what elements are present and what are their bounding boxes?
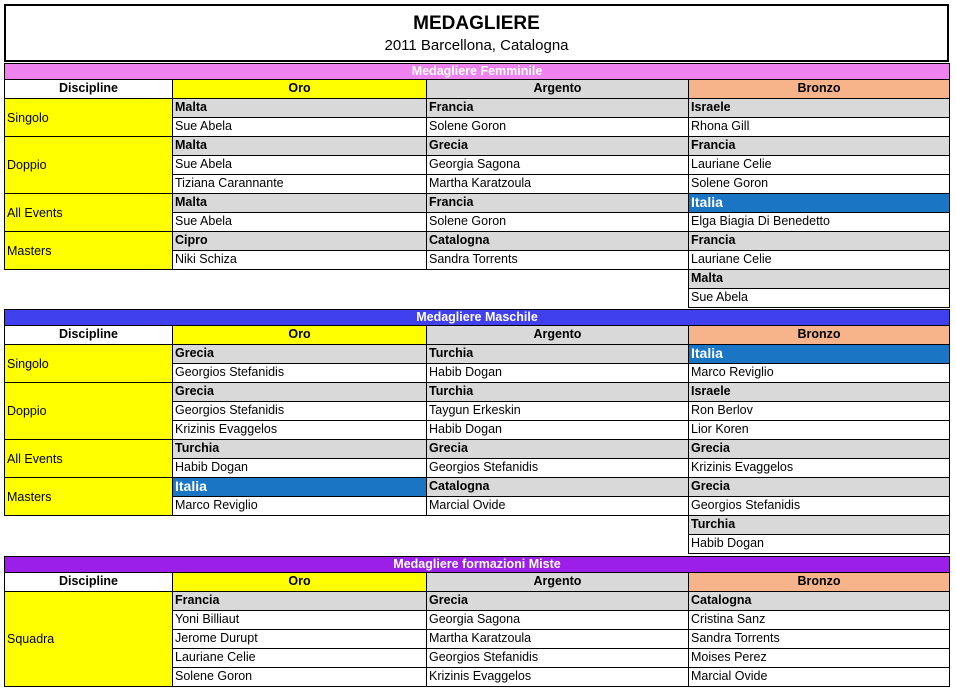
- column-header-argento: Argento: [426, 325, 689, 345]
- argento-athlete: Taygun Erkeskin: [426, 401, 689, 421]
- bronzo-athlete: Elga Biagia Di Benedetto: [688, 212, 950, 232]
- bronzo-athlete: Rhona Gill: [688, 117, 950, 137]
- bronzo-athlete: Marco Reviglio: [688, 363, 950, 383]
- oro-athlete: Georgios Stefanidis: [172, 401, 427, 421]
- document-subtitle: 2011 Barcellona, Catalogna: [384, 37, 569, 54]
- bronzo-athlete: Ron Berlov: [688, 401, 950, 421]
- oro-country: Malta: [172, 98, 427, 118]
- bronzo-country: Grecia: [688, 477, 950, 497]
- bronzo-athlete: Lauriane Celie: [688, 250, 950, 270]
- bronzo-country: Francia: [688, 231, 950, 251]
- oro-athlete: Niki Schiza: [172, 250, 427, 270]
- column-header-bronzo: Bronzo: [688, 325, 950, 345]
- argento-athlete: Georgios Stefanidis: [426, 648, 689, 668]
- argento-athlete: Sandra Torrents: [426, 250, 689, 270]
- argento-athlete: Solene Goron: [426, 212, 689, 232]
- column-header-discipline: Discipline: [4, 79, 173, 99]
- discipline-label: All Events: [4, 193, 173, 232]
- bronzo-athlete: Sandra Torrents: [688, 629, 950, 649]
- oro-country: Cipro: [172, 231, 427, 251]
- bronzo-athlete: Cristina Sanz: [688, 610, 950, 630]
- bronzo-country: Grecia: [688, 439, 950, 459]
- discipline-label: Doppio: [4, 136, 173, 194]
- oro-athlete: Sue Abela: [172, 117, 427, 137]
- oro-country: Italia: [172, 477, 427, 497]
- column-header-discipline: Discipline: [4, 325, 173, 345]
- oro-athlete: Sue Abela: [172, 212, 427, 232]
- argento-country: Francia: [426, 98, 689, 118]
- discipline-label: All Events: [4, 439, 173, 478]
- oro-country: Grecia: [172, 344, 427, 364]
- bronzo-country: Italia: [688, 344, 950, 364]
- discipline-label: Doppio: [4, 382, 173, 440]
- argento-athlete: Georgios Stefanidis: [426, 458, 689, 478]
- argento-country: Grecia: [426, 136, 689, 156]
- argento-country: Grecia: [426, 439, 689, 459]
- argento-country: Catalogna: [426, 231, 689, 251]
- oro-athlete: Yoni Billiaut: [172, 610, 427, 630]
- oro-country: Malta: [172, 193, 427, 213]
- oro-athlete: Krizinis Evaggelos: [172, 420, 427, 440]
- bronzo-athlete: Solene Goron: [688, 174, 950, 194]
- column-header-argento: Argento: [426, 572, 689, 592]
- bronzo-athlete: Moises Perez: [688, 648, 950, 668]
- argento-athlete: Krizinis Evaggelos: [426, 667, 689, 687]
- column-header-oro: Oro: [172, 572, 427, 592]
- bronzo-country: Catalogna: [688, 591, 950, 611]
- bronzo-athlete: Habib Dogan: [688, 534, 950, 554]
- argento-athlete: Habib Dogan: [426, 420, 689, 440]
- discipline-label: Singolo: [4, 98, 173, 137]
- oro-athlete: Georgios Stefanidis: [172, 363, 427, 383]
- argento-country: Turchia: [426, 382, 689, 402]
- bronzo-country: Israele: [688, 382, 950, 402]
- oro-athlete: Solene Goron: [172, 667, 427, 687]
- argento-athlete: Georgia Sagona: [426, 610, 689, 630]
- discipline-label: Masters: [4, 477, 173, 516]
- discipline-label: Squadra: [4, 591, 173, 687]
- bronzo-country: Malta: [688, 269, 950, 289]
- oro-athlete: Sue Abela: [172, 155, 427, 175]
- oro-country: Francia: [172, 591, 427, 611]
- discipline-label: Singolo: [4, 344, 173, 383]
- bronzo-athlete: Marcial Ovide: [688, 667, 950, 687]
- section-title: Medagliere Maschile: [4, 309, 950, 326]
- bronzo-country: Francia: [688, 136, 950, 156]
- argento-country: Catalogna: [426, 477, 689, 497]
- argento-athlete: Martha Karatzoula: [426, 629, 689, 649]
- oro-athlete: Habib Dogan: [172, 458, 427, 478]
- column-header-oro: Oro: [172, 79, 427, 99]
- oro-country: Grecia: [172, 382, 427, 402]
- oro-athlete: Lauriane Celie: [172, 648, 427, 668]
- argento-country: Francia: [426, 193, 689, 213]
- column-header-bronzo: Bronzo: [688, 572, 950, 592]
- bronzo-country: Italia: [688, 193, 950, 213]
- column-header-oro: Oro: [172, 325, 427, 345]
- bronzo-athlete: Krizinis Evaggelos: [688, 458, 950, 478]
- argento-athlete: Habib Dogan: [426, 363, 689, 383]
- document-title: MEDAGLIERE: [413, 13, 540, 34]
- oro-athlete: Tiziana Carannante: [172, 174, 427, 194]
- bronzo-athlete: Georgios Stefanidis: [688, 496, 950, 516]
- column-header-discipline: Discipline: [4, 572, 173, 592]
- oro-athlete: Marco Reviglio: [172, 496, 427, 516]
- bronzo-athlete: Lior Koren: [688, 420, 950, 440]
- bronzo-country: Turchia: [688, 515, 950, 535]
- section-title: Medagliere Femminile: [4, 63, 950, 80]
- discipline-label: Masters: [4, 231, 173, 270]
- argento-country: Turchia: [426, 344, 689, 364]
- bronzo-athlete: Lauriane Celie: [688, 155, 950, 175]
- bronzo-country: Israele: [688, 98, 950, 118]
- argento-athlete: Marcial Ovide: [426, 496, 689, 516]
- argento-athlete: Martha Karatzoula: [426, 174, 689, 194]
- oro-country: Malta: [172, 136, 427, 156]
- column-header-argento: Argento: [426, 79, 689, 99]
- bronzo-athlete: Sue Abela: [688, 288, 950, 308]
- argento-athlete: Georgia Sagona: [426, 155, 689, 175]
- oro-athlete: Jerome Durupt: [172, 629, 427, 649]
- oro-country: Turchia: [172, 439, 427, 459]
- section-title: Medagliere formazioni Miste: [4, 556, 950, 573]
- argento-athlete: Solene Goron: [426, 117, 689, 137]
- column-header-bronzo: Bronzo: [688, 79, 950, 99]
- argento-country: Grecia: [426, 591, 689, 611]
